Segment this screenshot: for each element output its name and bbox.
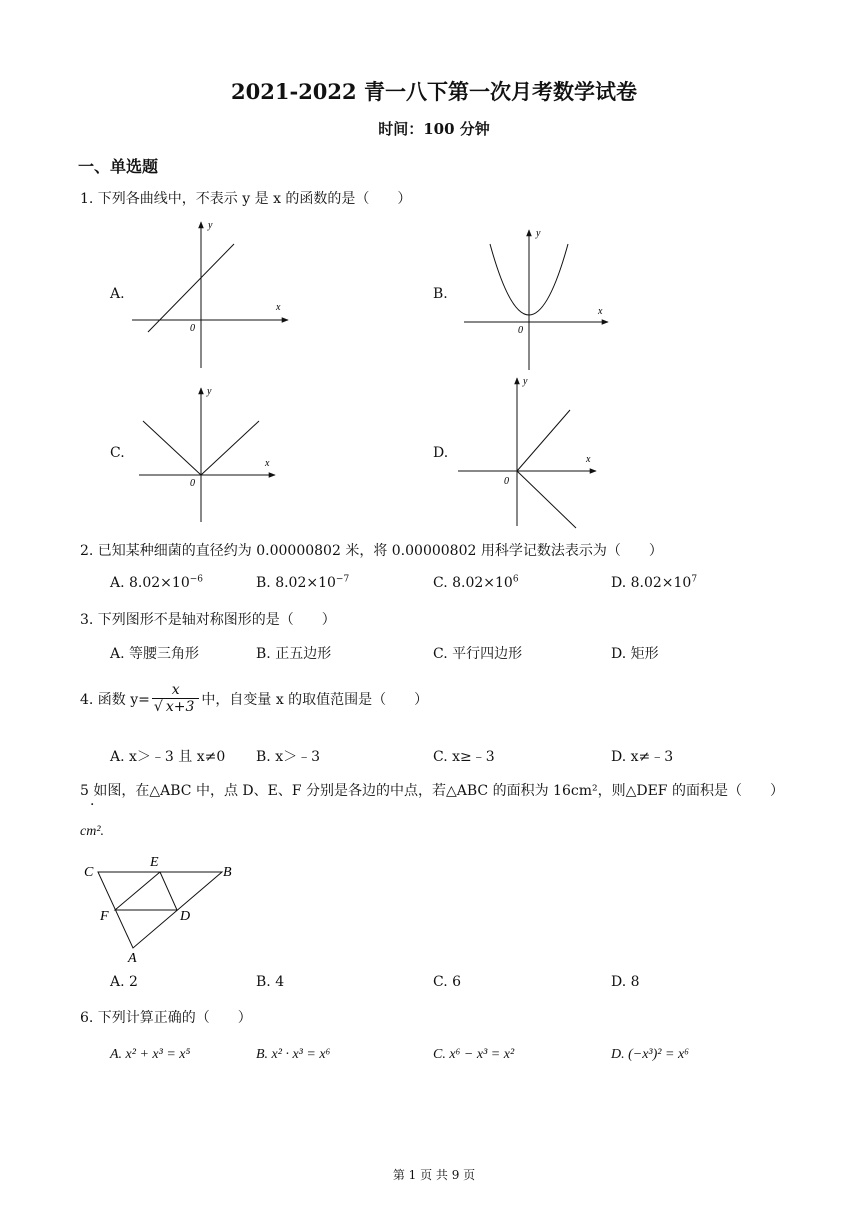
q1-option-d-label: D. xyxy=(433,445,449,461)
q1-option-a-label: A. xyxy=(110,286,125,302)
q1-graph-b xyxy=(462,226,612,372)
q5-option-d: D. 8 xyxy=(611,974,640,990)
q3-option-a: A. 等腰三角形 xyxy=(110,646,200,662)
question-1: 1. 下列各曲线中，不表示 y 是 x 的函数的是（ ） xyxy=(80,191,412,207)
vertex-f-label: F xyxy=(100,909,109,924)
q4-fraction: $\frac{x}{√ x+3}$ xyxy=(152,682,199,715)
exam-time: 时间：100 分钟 xyxy=(378,120,490,138)
q1c-x-label: x xyxy=(265,458,270,469)
q1a-y-label: y xyxy=(208,220,213,231)
q2-option-d: D. $8.02\times 10^7$ xyxy=(611,574,698,591)
q5-option-b: B. 4 xyxy=(256,974,285,990)
q6-option-b: B. x² · x³ = x⁶ xyxy=(256,1047,331,1062)
q3-option-c: C. 平行四边形 xyxy=(433,646,523,662)
q1-graph-d xyxy=(456,374,602,530)
q1-graph-c xyxy=(137,384,282,524)
vertex-d-label: D xyxy=(180,909,191,924)
q4-option-b: B. x＞﹣3 xyxy=(256,749,320,765)
q1b-origin-label: 0 xyxy=(518,325,523,336)
q3-option-b: B. 正五边形 xyxy=(256,646,332,662)
question-3: 3. 下列图形不是轴对称图形的是（ ） xyxy=(80,612,336,628)
q1d-y-label: y xyxy=(523,376,528,387)
q1-option-c-label: C. xyxy=(110,445,125,461)
question-5-unit: cm². xyxy=(80,824,105,839)
question-2: 2. 已知某种细菌的直径约为 0.00000802 米，将 0.00000802 用科学记数法表示为（ ） xyxy=(80,543,663,559)
q1-option-b-label: B. xyxy=(433,286,448,302)
q1b-x-label: x xyxy=(598,306,603,317)
vertex-b-label: B xyxy=(223,865,232,880)
q5-option-c: C. 6 xyxy=(433,974,462,990)
q1c-origin-label: 0 xyxy=(190,478,195,489)
q1d-x-label: x xyxy=(586,454,591,465)
question-4: 4. 函数 y= $\frac{x}{√ x+3}$ 中，自变量 x 的取值范围是（ ） xyxy=(80,682,429,715)
page-title: 2021-2022 青一八下第一次月考数学试卷 xyxy=(231,79,637,104)
question-5: 5 如图，在△ABC 中，点 D、E、F 分别是各边的中点，若△ABC 的面积为 16cm²，则△DEF 的面积是（ ） xyxy=(80,783,784,799)
q1a-origin-label: 0 xyxy=(190,323,195,334)
question-6: 6. 下列计算正确的（ ） xyxy=(80,1010,252,1026)
q1d-origin-label: 0 xyxy=(504,476,509,487)
vertex-a-label: A xyxy=(128,951,137,966)
q4-option-d: D. x≠﹣3 xyxy=(611,749,674,765)
vertex-e-label: E xyxy=(150,855,159,870)
q2-option-a: A. $8.02\times 10^{-6}$ xyxy=(110,574,204,591)
q2-option-b: B. $8.02\times 10^{-7}$ xyxy=(256,574,350,591)
triangle-figure xyxy=(80,852,240,964)
q2-option-c: C. $8.02\times 10^6$ xyxy=(433,574,519,591)
q1a-x-label: x xyxy=(276,302,281,313)
q1c-y-label: y xyxy=(207,386,212,397)
q6-option-c: C. x⁶ − x³ = x² xyxy=(433,1047,515,1062)
q1b-y-label: y xyxy=(536,228,541,239)
page-number: 第 1 页 共 9 页 xyxy=(392,1168,476,1182)
q4-option-a: A. x＞﹣3 且 x≠0 xyxy=(110,749,226,765)
q5-option-a: A. 2 xyxy=(110,974,138,990)
vertex-c-label: C xyxy=(84,865,94,880)
question-5-dot: · xyxy=(90,797,95,813)
q3-option-d: D. 矩形 xyxy=(611,646,659,662)
section-heading: 一、单选题 xyxy=(78,157,159,176)
q4-option-c: C. x≥﹣3 xyxy=(433,749,495,765)
q1-graph-a xyxy=(130,218,300,370)
q6-option-d: D. (−x³)² = x⁶ xyxy=(611,1047,690,1062)
q6-option-a: A. x² + x³ = x⁵ xyxy=(110,1047,191,1062)
